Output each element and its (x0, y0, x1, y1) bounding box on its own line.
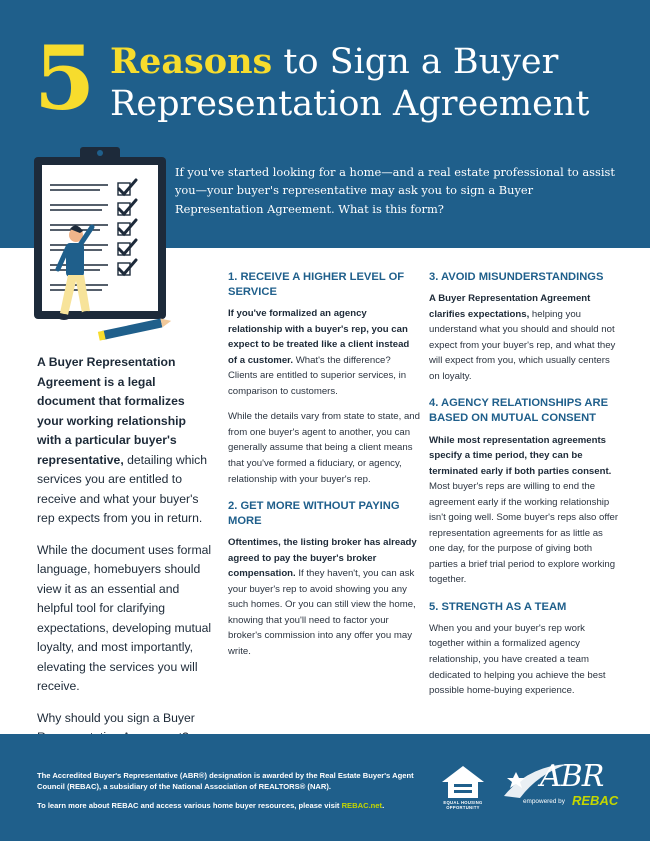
footer-paragraph-2 (37, 800, 432, 811)
page-title-line2: Representation Agreement (110, 84, 590, 124)
abr-logo-text: ABR (540, 759, 604, 794)
footer-p2-post: . (382, 801, 385, 810)
intro-text: If you've started looking for a home—and a real estate professional to assist you—your buyer's representative may ask you to sign a Buyer Representation Agreement. What is this form? (175, 165, 615, 216)
section-2-bold: Oftentimes, the listing broker has already agreed to pay the buyer's broker compensation. (228, 537, 417, 580)
section-2-rest: If they haven't, you can ask your buyer's rep to avoid showing you any such homes. Or you can still view the home, knowing that you'll need to factor your broker's commission into any offer you may write. (228, 568, 416, 657)
section-3-body (429, 291, 619, 384)
footer-p2-pre: To learn more about REBAC and access various home buyer resources, please visit (37, 801, 342, 810)
section-1-body-2: While the details vary from state to state, and from one buyer's agent to another, you can generally assume that being a client means that you've formed a fiduciary, or agency, relationship with your buyer's rep. (228, 411, 420, 485)
section-3 (429, 270, 619, 384)
section-2-body (228, 535, 420, 659)
section-2 (228, 499, 420, 659)
left-paragraph-1 (37, 353, 212, 529)
section-4-rest: Most buyer's reps are willing to end the agreement early if the working relationship isn't going well. Some buyer's reps also offer representation agreements for as little as one day, for the purpose of giving both parties a brief trial period to explore working together. (429, 481, 619, 586)
left-paragraph-2: While the document uses formal language, homebuyers should view it as an essential and helpful tool for clarifying expectations, developing mutual loyalty, and most importantly, elevating the services you will receive. (37, 542, 212, 694)
left-p1-rest: detailing which services you are entitled to receive and what your buyer's rep expects from you in return. (37, 452, 208, 526)
section-2-heading: 2. GET MORE WITHOUT PAYING MORE (228, 500, 400, 528)
middle-column (228, 270, 420, 672)
section-4-heading: 4. AGENCY RELATIONSHIPS ARE BASED ON MUTUAL CONSENT (429, 397, 609, 425)
rebac-logo-text: REBAC (572, 793, 619, 808)
left-paragraph-3: Why should you sign a Buyer (37, 710, 195, 725)
title-highlight: Reasons (110, 41, 273, 82)
page-title-line1 (110, 41, 559, 82)
section-5-body: When you and your buyer's rep work together within a formalized agency relationship, you have created a team dedicated to helping you achieve the best possible home-buying experience. (429, 622, 606, 697)
section-4-body (429, 433, 619, 588)
section-1-rest: What's the difference? Clients are entitled to superior services, in comparison to customers. (228, 354, 407, 397)
section-3-heading: 3. AVOID MISUNDERSTANDINGS (429, 271, 604, 283)
right-column (429, 270, 619, 711)
section-1-body (228, 306, 420, 399)
footer-paragraph-1: The Accredited Buyer's Representative (ABR®) designation is awarded by the Real Estate Buyer's Agent Council (REBAC), a subsidiary of the National Association of REALTORS® (NAR). (37, 771, 414, 791)
equal-housing-label: EQUAL HOUSING OPPORTUNITY (443, 800, 483, 811)
section-1-heading: 1. RECEIVE A HIGHER LEVEL OF SERVICE (228, 271, 405, 299)
section-4 (429, 396, 619, 588)
section-1-bold: If you've formalized an agency relationship with a buyer's rep, you can expect to be treated like a client instead of a customer. (228, 308, 410, 366)
section-4-bold: While most representation agreements specify a time period, they can be terminated early if both parties consent. (429, 434, 612, 477)
section-3-rest: helping you understand what you should and should not expect from your buyer's rep, and what they will expect from you, which usually centers on loyalty. (429, 308, 616, 382)
title-rest: to Sign a Buyer (283, 42, 559, 82)
section-5-heading: 5. STRENGTH AS A TEAM (429, 600, 567, 613)
title-number: 5 (34, 26, 96, 130)
section-3-bold: A Buyer Representation Agreement clarifies expectations, (429, 293, 591, 320)
left-p1-bold: A Buyer Representation Agreement is a legal document that formalizes your working relationship with a particular buyer's representative, (37, 355, 186, 467)
left-column (37, 353, 212, 760)
empowered-by-label: empowered by (523, 798, 565, 805)
footer-text (37, 770, 432, 819)
rebac-link[interactable]: REBAC.net (341, 801, 383, 810)
section-1 (228, 270, 420, 487)
clipboard-illustration-icon (20, 143, 220, 343)
section-5 (429, 600, 619, 699)
